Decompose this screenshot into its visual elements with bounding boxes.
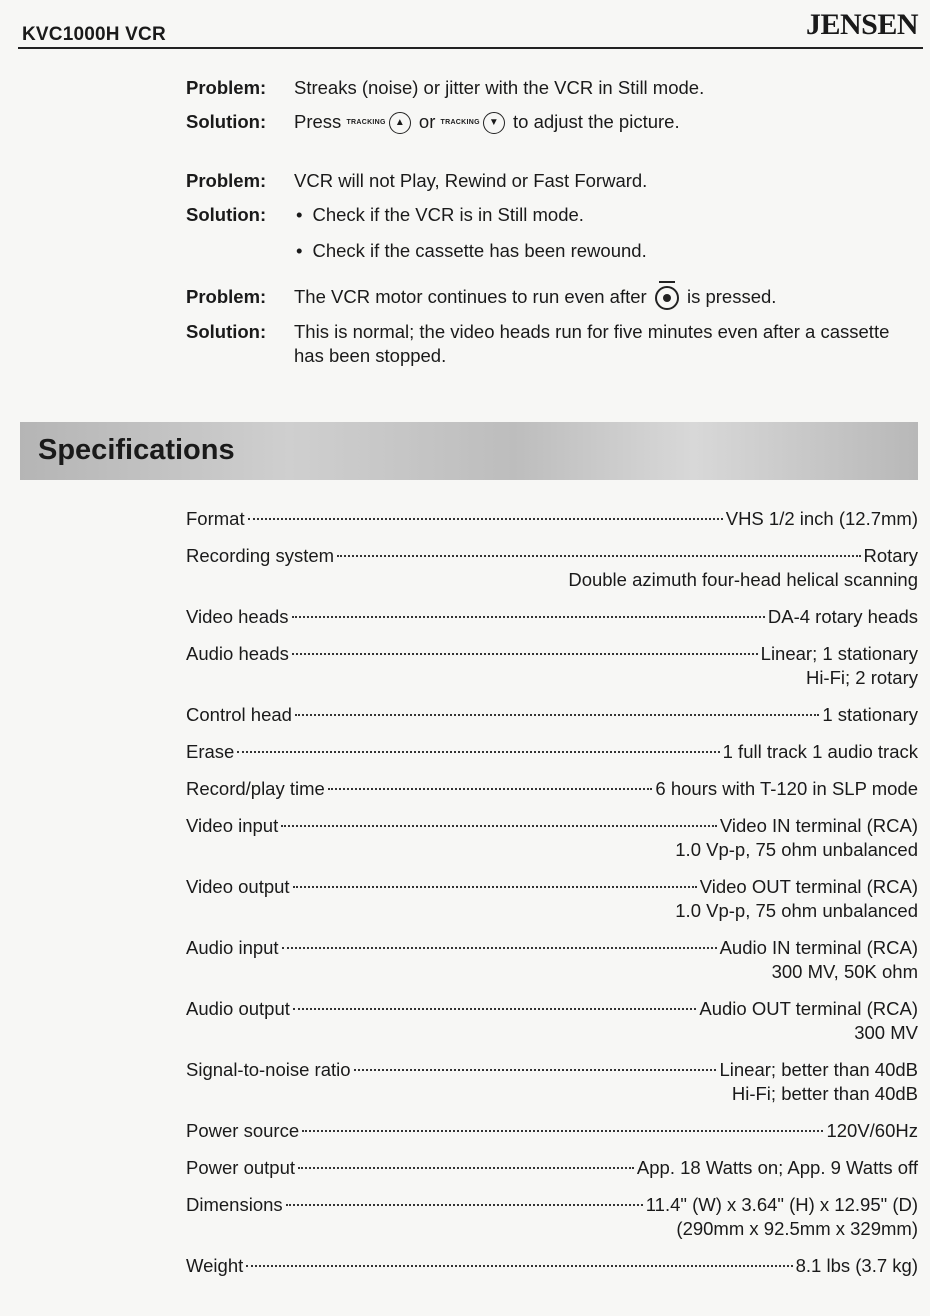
spec-row xyxy=(186,1058,918,1106)
leader-dots xyxy=(328,788,653,790)
spec-value: Video IN terminal (RCA) xyxy=(719,815,918,836)
leader-dots xyxy=(302,1130,823,1132)
spec-name: Video heads xyxy=(186,606,289,627)
spec-value-extra: 1.0 Vp-p, 75 ohm unbalanced xyxy=(675,839,918,860)
problem-label: Problem: xyxy=(186,77,267,98)
page-header xyxy=(0,0,930,44)
spec-value-extra: Hi-Fi; better than 40dB xyxy=(731,1083,918,1104)
tracking-up-icon: ▲ xyxy=(389,112,411,134)
spec-name: Signal-to-noise ratio xyxy=(186,1059,351,1080)
spec-name: Recording system xyxy=(186,545,335,566)
spec-row xyxy=(186,1119,918,1143)
spec-row xyxy=(186,936,918,984)
solution-row xyxy=(186,320,916,368)
leader-dots xyxy=(286,1204,643,1206)
spec-row xyxy=(186,544,918,592)
leader-dots xyxy=(295,714,819,716)
solution-bullets xyxy=(294,203,916,275)
spec-value: 1 stationary xyxy=(822,704,918,725)
solution-label: Solution: xyxy=(186,321,267,343)
leader-dots xyxy=(246,1265,792,1267)
spec-value: 1 full track 1 audio track xyxy=(722,741,918,762)
spec-name: Power output xyxy=(186,1157,296,1178)
solution-label: Solution: xyxy=(186,111,267,132)
spec-value: VHS 1/2 inch (12.7mm) xyxy=(725,508,918,529)
spec-value: DA-4 rotary heads xyxy=(767,606,918,627)
brand-logo: JENSEN xyxy=(805,8,918,41)
press-text: Press xyxy=(294,111,342,132)
spec-value: 6 hours with T-120 in SLP mode xyxy=(655,778,918,799)
leader-dots xyxy=(248,518,723,520)
stop-eject-icon xyxy=(655,286,679,310)
model-title: KVC1000H VCR xyxy=(22,24,166,45)
spec-row xyxy=(186,875,918,923)
specifications-title: Specifications xyxy=(38,434,235,466)
tracking-down-icon: ▼ xyxy=(483,112,505,134)
leader-dots xyxy=(293,1008,696,1010)
spec-name: Audio heads xyxy=(186,643,289,664)
spec-row xyxy=(186,1156,918,1180)
specifications-banner xyxy=(20,422,918,480)
header-divider xyxy=(18,47,923,49)
or-text: or xyxy=(418,111,436,132)
tracking-label: TRACKING xyxy=(440,119,480,127)
specifications-list xyxy=(186,507,918,1291)
spec-name: Weight xyxy=(186,1255,244,1276)
solution-text xyxy=(294,110,916,135)
spec-name: Control head xyxy=(186,704,292,725)
spec-value: Rotary xyxy=(863,545,918,566)
leader-dots xyxy=(337,555,860,557)
spec-value: App. 18 Watts on; App. 9 Watts off xyxy=(636,1157,918,1178)
leader-dots xyxy=(298,1167,634,1169)
troubleshooting-section xyxy=(186,76,916,378)
spec-value: Linear; 1 stationary xyxy=(760,643,918,664)
leader-dots xyxy=(292,653,758,655)
spec-value: Audio IN terminal (RCA) xyxy=(719,937,918,958)
problem-label: Problem: xyxy=(186,286,267,308)
spec-value: Video OUT terminal (RCA) xyxy=(699,876,918,897)
problem-text-end: is pressed. xyxy=(686,286,777,308)
problem-text-start: The VCR motor continues to run even after xyxy=(294,286,647,308)
spec-name: Audio output xyxy=(186,998,290,1019)
problem-row xyxy=(186,285,916,310)
spec-value: 11.4" (W) x 3.64" (H) x 12.95" (D) xyxy=(645,1194,918,1215)
spec-row xyxy=(186,1193,918,1241)
spec-name: Dimensions xyxy=(186,1194,283,1215)
spec-value-extra: 300 MV, 50K ohm xyxy=(771,961,918,982)
problem-text: Streaks (noise) or jitter with the VCR in Still mode. xyxy=(294,77,705,98)
spec-name: Format xyxy=(186,508,245,529)
spec-name: Erase xyxy=(186,741,235,762)
spec-value-extra: Hi-Fi; 2 rotary xyxy=(805,667,918,688)
solution-text: This is normal; the video heads run for five minutes even after a cassette has been stopped. xyxy=(294,321,890,367)
spec-name: Audio input xyxy=(186,937,279,958)
solution-row xyxy=(186,110,916,135)
leader-dots xyxy=(281,825,717,827)
spec-row xyxy=(186,605,918,629)
spec-row xyxy=(186,1254,918,1278)
problem-text: VCR will not Play, Rewind or Fast Forward. xyxy=(294,170,648,192)
solution-bullet: • Check if the VCR is in Still mode. xyxy=(294,203,916,227)
leader-dots xyxy=(293,886,697,888)
spec-value: 120V/60Hz xyxy=(826,1120,918,1141)
spec-row xyxy=(186,740,918,764)
spec-name: Video input xyxy=(186,815,279,836)
tracking-label: TRACKING xyxy=(346,119,386,127)
spec-row xyxy=(186,777,918,801)
spec-row xyxy=(186,997,918,1045)
problem-text xyxy=(294,285,916,310)
spec-name: Video output xyxy=(186,876,290,897)
leader-dots xyxy=(237,751,719,753)
spec-value-extra: 300 MV xyxy=(854,1022,918,1043)
leader-dots xyxy=(282,947,717,949)
spec-row xyxy=(186,814,918,862)
leader-dots xyxy=(354,1069,717,1071)
spec-row xyxy=(186,703,918,727)
spec-value-extra: Double azimuth four-head helical scanning xyxy=(568,569,918,590)
solution-bullet: • Check if the cassette has been rewound. xyxy=(294,239,916,263)
spec-value: Audio OUT terminal (RCA) xyxy=(699,998,918,1019)
leader-dots xyxy=(292,616,765,618)
solution-label: Solution: xyxy=(186,204,267,226)
adjust-text: to adjust the picture. xyxy=(513,111,680,132)
spec-name: Record/play time xyxy=(186,778,325,799)
spec-value: Linear; better than 40dB xyxy=(719,1059,918,1080)
spec-value: 8.1 lbs (3.7 kg) xyxy=(795,1255,918,1276)
solution-row xyxy=(186,203,916,275)
problem-label: Problem: xyxy=(186,170,267,192)
problem-row xyxy=(186,76,916,100)
spec-value-extra: (290mm x 92.5mm x 329mm) xyxy=(676,1218,918,1239)
problem-row xyxy=(186,169,916,193)
spec-row xyxy=(186,507,918,531)
spec-name: Power source xyxy=(186,1120,300,1141)
spec-value-extra: 1.0 Vp-p, 75 ohm unbalanced xyxy=(675,900,918,921)
spec-row xyxy=(186,642,918,690)
